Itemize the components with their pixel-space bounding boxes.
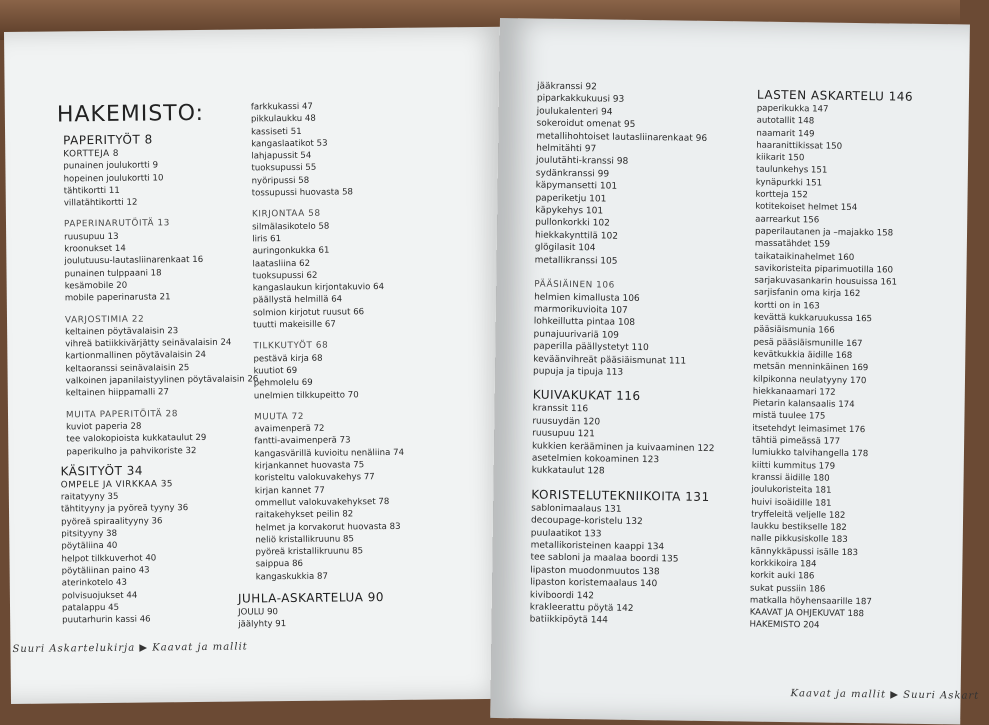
index-entry: lumiukko talvihangella 178 xyxy=(751,447,869,460)
index-entry: kuviot paperia 28 xyxy=(66,421,142,433)
index-entry: farkkukassi 47 xyxy=(250,101,313,113)
index-entry: pääsiäismunia 166 xyxy=(753,324,835,337)
index-entry: joulukalenteri 94 xyxy=(536,106,613,118)
index-entry: aterinkotelo 43 xyxy=(61,577,128,589)
footer-subtitle: Kaavat ja mallit xyxy=(790,688,887,701)
index-entry: polvisuojukset 44 xyxy=(61,590,138,601)
index-entry: helmien kimallusta 106 xyxy=(534,292,640,304)
index-entry: autotallit 148 xyxy=(756,115,815,127)
index-entry: kirjan kannet 77 xyxy=(254,485,325,497)
section-koristelutekniikoita: KORISTELUTEKNIIKOITA 131 xyxy=(531,487,710,504)
index-entry: paperilla päällystetyt 110 xyxy=(533,341,649,354)
index-entry: decoupage-koristelu 132 xyxy=(530,515,643,528)
index-entry: piparkakkukuusi 93 xyxy=(536,93,625,106)
index-entry: liris 61 xyxy=(252,234,282,245)
index-entry: kartionmallinen pöytävalaisin 24 xyxy=(65,350,207,362)
index-entry: koristeltu valokuvakehys 77 xyxy=(254,472,375,484)
index-entry: pikkulaukku 48 xyxy=(250,114,316,125)
subsection-paasiainen: PÄÄSIÄINEN 106 xyxy=(534,279,615,291)
index-entry: sarjakuvasankarin housuissa 161 xyxy=(754,275,898,288)
index-entry: keltainen pöytävalaisin 23 xyxy=(65,326,179,338)
index-entry: huivi isoäidille 181 xyxy=(751,497,832,509)
index-entry: kangaskukkia 87 xyxy=(255,571,328,583)
index-entry: laukku bestikselle 182 xyxy=(750,521,847,533)
index-entry: fantti-avaimenperä 73 xyxy=(254,435,351,447)
index-entry: puulaatikot 133 xyxy=(530,528,602,540)
index-entry: pesä pääsiäismunille 167 xyxy=(753,337,863,349)
index-entry: tähtityyny ja pyöreä tyyny 36 xyxy=(60,503,189,515)
index-entry: tryffeleitä veljelle 182 xyxy=(751,509,846,521)
index-entry: jäälyhty 91 xyxy=(238,619,287,630)
index-entry: taikataikinahelmet 160 xyxy=(754,251,855,263)
index-column-4 xyxy=(749,88,957,635)
index-entry: kevätkukkia äidille 168 xyxy=(753,349,853,361)
index-column-2 xyxy=(237,99,487,631)
index-entry: solmion kirjotut ruusut 66 xyxy=(252,306,365,319)
index-entry: metsän menninkäinen 169 xyxy=(753,361,869,374)
index-entry: pöytäliinan paino 43 xyxy=(61,565,150,577)
index-entry: paperikukka 147 xyxy=(756,103,829,115)
index-entry: kortti on in 163 xyxy=(753,300,820,312)
index-entry: sablonimaalaus 131 xyxy=(531,503,622,515)
index-entry: sydänkranssi 99 xyxy=(535,168,610,180)
subsection-muuta: MUUTA 72 xyxy=(253,411,305,423)
index-entry: kortteja 152 xyxy=(755,189,808,201)
subsection-muita-papertoita: MUITA PAPERITÖITÄ 28 xyxy=(65,408,179,421)
index-entry: valkoinen japanilaistyylinen pöytävalaisin 26 xyxy=(65,374,259,387)
index-entry: pupuja ja tipuja 113 xyxy=(532,366,624,378)
index-entry: mobile paperinarusta 21 xyxy=(64,292,171,304)
index-entry: tähtikortti 11 xyxy=(63,185,120,197)
index-entry: pehmolelu 69 xyxy=(253,378,313,389)
index-entry: naamarit 149 xyxy=(756,128,815,139)
index-entry: kuutiot 69 xyxy=(253,365,298,377)
index-entry: kiikarit 150 xyxy=(756,152,805,164)
index-entry: auringonkukka 61 xyxy=(252,245,330,257)
index-entry: savikoristeita piparimuotilla 160 xyxy=(754,263,894,276)
index-entry: käpymansetti 101 xyxy=(535,180,618,192)
index-entry: marmorikuvioita 107 xyxy=(533,304,628,316)
subsection-kirjontaa: KIRJONTAA 58 xyxy=(251,209,321,220)
index-entry: tähtiä pimeässä 177 xyxy=(752,435,841,447)
index-entry: sokeroidut omenat 95 xyxy=(536,118,636,131)
index-entry: pöytäliina 40 xyxy=(61,541,118,552)
index-entry: tossupussi huovasta 58 xyxy=(251,187,354,199)
index-entry: sukat pussiin 186 xyxy=(749,583,826,595)
index-entry: kevättä kukkaruukussa 165 xyxy=(753,312,873,325)
index-entry: metallihohtoiset lautasliinarenkaat 96 xyxy=(536,131,708,144)
index-entry: punajuurivariä 109 xyxy=(533,329,619,341)
left-footer xyxy=(12,641,247,654)
index-entry: korkkikoira 184 xyxy=(750,558,817,570)
index-entry: pitsityyny 38 xyxy=(61,528,118,540)
index-entry: helmet ja korvakorut huovasta 83 xyxy=(255,521,401,533)
index-entry: korkit auki 186 xyxy=(750,570,815,582)
index-entry: käpykehys 101 xyxy=(535,205,604,217)
section-hakemisto: HAKEMISTO 204 xyxy=(749,620,820,631)
index-entry: hiekkakynttilä 102 xyxy=(534,230,619,242)
footer-arrow-icon: ▶ xyxy=(139,642,149,654)
section-juhla-askartelua: JUHLA-ASKARTELUA 90 xyxy=(237,590,385,606)
index-entry: keltainen hiippamalli 27 xyxy=(65,387,169,399)
index-entry: keltaoranssi seinävalaisin 25 xyxy=(65,362,190,375)
index-entry: ruusupuu 13 xyxy=(64,231,119,243)
index-entry: kotitekoiset helmet 154 xyxy=(755,201,858,214)
index-entry: pestävä kirja 68 xyxy=(253,353,323,365)
index-entry: tee valokopioista kukkataulut 29 xyxy=(66,433,207,445)
index-entry: helpot tilkkuverhot 40 xyxy=(61,553,157,565)
index-entry: pyöreä spiraalityyny 36 xyxy=(61,516,163,528)
index-entry: paperikulho ja pahvikoriste 32 xyxy=(66,445,197,457)
index-entry: kesämobile 20 xyxy=(64,280,128,292)
subsection-paperinarutoita: PAPERINARUTÖITÄ 13 xyxy=(63,218,170,230)
index-entry: kangasvärillä kuvioitu nenäliina 74 xyxy=(254,447,405,460)
index-entry: sarjisfanin oma kirja 162 xyxy=(754,288,861,300)
index-entry: kangaslaatikot 53 xyxy=(251,138,328,150)
index-entry: keväänvihreät pääsiäismunat 111 xyxy=(533,354,687,367)
index-entry: tee sabloni ja maalaa boordi 135 xyxy=(530,552,679,565)
index-entry: matkalla höyhensaarille 187 xyxy=(749,595,872,608)
index-entry: taulunkehys 151 xyxy=(755,165,828,177)
index-entry: jääkranssi 92 xyxy=(536,81,597,93)
index-entry: kynäpurkki 151 xyxy=(755,177,823,189)
subsection-kortteja: KORTTEJA 8 xyxy=(63,148,120,160)
index-entry: kranssi äidille 180 xyxy=(751,472,830,484)
book-title-footer: Suuri Askartelukirja xyxy=(12,642,136,655)
index-entry: krakleerattu pöytä 142 xyxy=(529,602,634,614)
index-entry: kangaslaukun kirjontakuvio 64 xyxy=(252,282,385,294)
index-entry: kiviboordi 142 xyxy=(529,590,595,601)
left-page xyxy=(4,27,513,704)
index-entry: hiekkanaamari 172 xyxy=(752,386,836,398)
book-title-footer: Suuri Askart xyxy=(903,689,980,702)
index-entry: kroonukset 14 xyxy=(64,243,126,255)
index-entry: asetelmien kokoaminen 123 xyxy=(531,453,660,466)
index-entry: vihreä batiikkivärjätty seinävalaisin 24 xyxy=(65,337,232,350)
index-entry: hopeinen joulukortti 10 xyxy=(63,172,164,184)
index-column-1 xyxy=(57,99,262,626)
index-entry: tuoksupussi 62 xyxy=(252,270,318,282)
section-kaavat-ja-ohjekuvat: KAAVAT JA OHJEKUVAT 188 xyxy=(749,607,865,620)
subsection-ompele-ja-virkkaa: OMPELE JA VIRKKAA 35 xyxy=(60,479,174,491)
subsection-varjostimia: VARJOSTIMIA 22 xyxy=(64,314,145,325)
index-column-3 xyxy=(530,81,758,630)
index-entry: patalappu 45 xyxy=(61,602,120,614)
index-entry: kännykkäpussi isälle 183 xyxy=(750,546,859,558)
subsection-tilkkutyot: TILKKUTYÖT 68 xyxy=(253,340,329,352)
index-entry: aarrearkut 156 xyxy=(755,214,820,226)
index-entry: lipaston koristemaalaus 140 xyxy=(530,577,658,590)
index-title: HAKEMISTO: xyxy=(56,100,205,128)
footer-subtitle: Kaavat ja mallit xyxy=(152,641,248,654)
section-lasten-askartelu: LASTEN ASKARTELU 146 xyxy=(756,87,914,104)
index-entry: JOULU 90 xyxy=(238,607,279,618)
index-entry: lipaston muodonmuutos 138 xyxy=(530,565,660,578)
index-entry: kiitti kummitus 179 xyxy=(751,460,836,472)
index-entry: ruusupuu 121 xyxy=(532,428,595,440)
group-kortteja xyxy=(57,146,260,458)
index-entry: kassiseti 51 xyxy=(251,126,302,138)
index-entry: Pietarin kalansaalis 174 xyxy=(752,398,855,411)
section-kuivakukat: KUIVAKUKAT 116 xyxy=(532,387,641,404)
index-entry: pullonkorkki 102 xyxy=(535,217,610,230)
index-entry: haaranittikissat 150 xyxy=(756,140,843,152)
index-entry: lohkeillutta pintaa 108 xyxy=(533,316,636,329)
index-entry: raitatyyny 35 xyxy=(60,491,119,503)
index-entry: kirjankannet huovasta 75 xyxy=(254,460,365,472)
index-entry: kranssit 116 xyxy=(532,403,589,415)
index-entry: joulutuusu-lautasliinarenkaat 16 xyxy=(64,255,204,267)
index-entry: päällystä helmillä 64 xyxy=(252,294,343,306)
right-footer xyxy=(791,688,980,702)
section-papertyot: PAPERITYÖT 8 xyxy=(63,132,153,148)
index-entry: raitakehykset peilin 82 xyxy=(255,509,354,521)
index-entry: paperilautanen ja –majakko 158 xyxy=(754,226,894,239)
index-entry: massatähdet 159 xyxy=(754,238,831,250)
index-entry: punainen joulukortti 9 xyxy=(63,160,159,172)
index-entry: kukkataulut 128 xyxy=(531,465,605,477)
section-kasityot: KÄSITYÖT 34 xyxy=(60,463,144,479)
index-entry: helmitähti 97 xyxy=(536,143,597,155)
index-entry: unelmien tilkkupeitto 70 xyxy=(253,389,359,401)
index-entry: nalle pikkusiskolle 183 xyxy=(750,533,848,546)
index-entry: silmälasikotelo 58 xyxy=(252,221,330,233)
index-entry: nyöripussi 58 xyxy=(251,175,310,187)
index-entry: ommellut valokuvakehykset 78 xyxy=(254,496,390,509)
index-entry: punainen tulppaani 18 xyxy=(64,268,162,280)
index-entry: kukkien kerääminen ja kuivaaminen 122 xyxy=(531,441,715,454)
index-entry: tuutti makeisille 67 xyxy=(253,319,336,331)
index-entry: metallikranssi 105 xyxy=(534,255,618,267)
index-entry: tuoksupussi 55 xyxy=(251,163,317,174)
index-entry: metallikoristeinen kaappi 134 xyxy=(530,540,665,553)
footer-arrow-icon: ▶ xyxy=(890,689,900,701)
index-entry: saippua 86 xyxy=(255,559,304,570)
index-entry: pyöreä kristallikruunu 85 xyxy=(255,546,364,558)
index-entry: villatähtikortti 12 xyxy=(63,197,138,209)
index-entry: joulutähti-kranssi 98 xyxy=(535,155,629,168)
index-entry: joulukoristeita 181 xyxy=(751,484,832,496)
index-entry: paperiketju 101 xyxy=(535,193,607,205)
index-entry: lahjapussit 54 xyxy=(251,150,312,162)
index-entry: mistä tuulee 175 xyxy=(752,410,826,423)
index-entry: neliö kristallikruunu 85 xyxy=(255,534,355,546)
index-entry: glögilasit 104 xyxy=(534,242,596,254)
index-entry: puutarhurin kassi 46 xyxy=(62,614,151,626)
index-entry: itsetehdyt leimasimet 176 xyxy=(752,423,866,435)
index-entry: avaimenperä 72 xyxy=(254,423,325,435)
index-entry: laatasliina 62 xyxy=(252,258,311,269)
index-entry: batiikkipöytä 144 xyxy=(529,614,608,627)
index-entry: kilpikonna neulatyyny 170 xyxy=(752,374,867,386)
right-page xyxy=(490,18,980,724)
index-entry: ruusuydän 120 xyxy=(532,416,601,428)
